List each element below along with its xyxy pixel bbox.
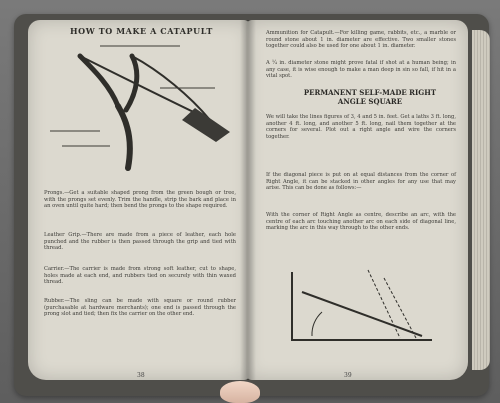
left-paragraph-4: Rubber.—The sling can be made with square or round rubber (purchasable at hardware merchants); one end is passed through the prong slot and tied; then fix the carrier on the other end. [44,298,236,318]
heading-line-2: ANGLE SQUARE [337,97,403,106]
right-paragraph-2: We will take the lines figures of 3, 4 and 5 in. feet. Get a laths 3 ft. long, another 4 ft. long, and another 5 ft. long, nail them together at the corners for several. Plot out a right angle and wire the corners together. [266,114,456,141]
page-title: HOW TO MAKE A CATAPULT [70,26,213,36]
heading-line-1: PERMANENT SELF-MADE RIGHT [303,88,437,97]
right-page-number: 39 [344,372,352,379]
right-paragraph-top: Ammunition for Catapult.—For killing game, rabbits, etc., a marble or round stone about 1 in. diameter are effective. Two smaller stones together could also be used for one about 1 in. diameter. [266,30,456,50]
catapult-illustration [40,36,240,186]
section-heading [280,88,460,106]
left-paragraph-2: Leather Grip.—There are made from a piece of leather, each hole punched and the rubber is then passed through the grip and tied with thread. [44,232,236,252]
page-edges [472,30,490,370]
left-paragraph-1: Prongs.—Get a suitable shaped prong from the green bough or tree, with the prongs set evenly. Trim the handle, strip the bark and place in an oven until quite hard; then bend the prongs to the shape required. [44,190,236,210]
right-paragraph-mid: A ¼ in. diameter stone might prove fatal if shot at a human being; in any case, it is wise enough to make a man deep in sin so fall, if hit in a vital spot. [266,60,456,80]
thumb [220,381,260,403]
left-paragraph-3: Carrier.—The carrier is made from strong soft leather, cut to shape, holes made at each end, and rubbers tied on securely with thin waxed thread. [44,266,236,286]
left-page-number: 38 [137,372,145,379]
book-gutter [240,20,256,380]
right-paragraph-4: With the corner of Right Angle as centre, describe an arc, with the centre of each arc touching another arc on each side of diagonal line, marking the arc in this way through to the other ends. [266,212,456,232]
right-angle-diagram [282,252,452,362]
right-paragraph-3: If the diagonal piece is put on at equal distances from the corner of Right Angle, it can be stacked in other angles for any use that may arise. This can be done as follows:— [266,172,456,192]
